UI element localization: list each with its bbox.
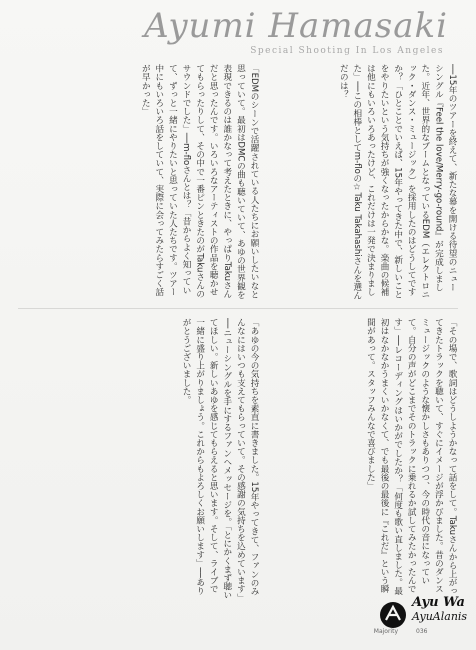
column-divider	[18, 308, 458, 309]
text-column-1	[268, 64, 458, 300]
text-column-2	[18, 64, 260, 300]
watermark-line-1: Ayu Wa	[412, 595, 465, 610]
text-column-3	[268, 318, 458, 600]
column-text: 「あゆの今の気持ちを素直に書きました。15年やってきて、ファンのみんなにはいつも支えてもらっていて。その感謝の気持ちを込めています」──ニューシングルを手にするファンへメッセージを。「とにかくまず聴いてほしい。新しいあゆを感じてもらえると思います。そして、ライブで一緒に盛り上がりましょう。これからもよろしくお願いします」──ありがとうございました。	[181, 318, 259, 600]
page-number: 036	[416, 628, 428, 635]
watermark-text	[412, 596, 467, 624]
header-title: Ayumi Hamasaki	[144, 6, 448, 46]
magazine-name: Majority	[373, 628, 398, 635]
column-text: ──15年のツアーを終えて、新たな幕を開ける待望のニューシングル『Feel the love/Merry-go-round』が完成しました。近年、世界的なブームとなっているEDM（エレクトロニック・ダンス・ミュージック）を採用したのはどうしてですか？「ひとことでいえば、15年やってきた中で、新しいことをやりたいという気持ちが強くなったからかな。楽曲の候補は他にもいろいろあったけど、これだけは一発で決まりました」──この相棒としてm-floの☆Taku Takahashiさんを選んだのは？	[338, 64, 457, 300]
watermark-line-2: AyuAlanis	[412, 610, 468, 623]
column-text: 「EDMのシーンで活躍されている人たちにお願いしたいなと思っていて。最初はDMCの曲も聴いていて、あゆの世界観を表現できるのは誰かなって考えたときに、やっぱりTakuさんだと思ったんです。いろいろなアーティストの作品を聴かせてもらったりして、その中で一番ピンときたのがTakuさんのサウンドでした」──m-floさんとは？「昔からよく知っていて、ずっと一緒にやりたいと思っていた人たちです。ツアー中にもいろいろ話をしていて、実際に会ってみたらすごく話が早かった」	[140, 64, 259, 300]
header-subtitle: Special Shooting In Los Angeles	[250, 46, 444, 56]
ayu-logo-icon	[378, 600, 408, 630]
column-text: 「その場で、歌詞はどうしようかなって話をして。Takuさんから上がってきたトラックを聴いて、すぐにイメージが浮かびました。昔のダンスミュージックのような懐かしさもありつつ、今の時代の音になっていて。自分の声がどこまでそのトラックに乗れるか試してみたかったんです」──レコーディングはいかがでしたか？「何度も歌い直しました。最初はなかなかうまくいかなくて、でも最後の最後に『これだ』という瞬間があって。スタッフみんなで喜びました」	[365, 318, 457, 596]
text-column-4	[18, 318, 260, 600]
